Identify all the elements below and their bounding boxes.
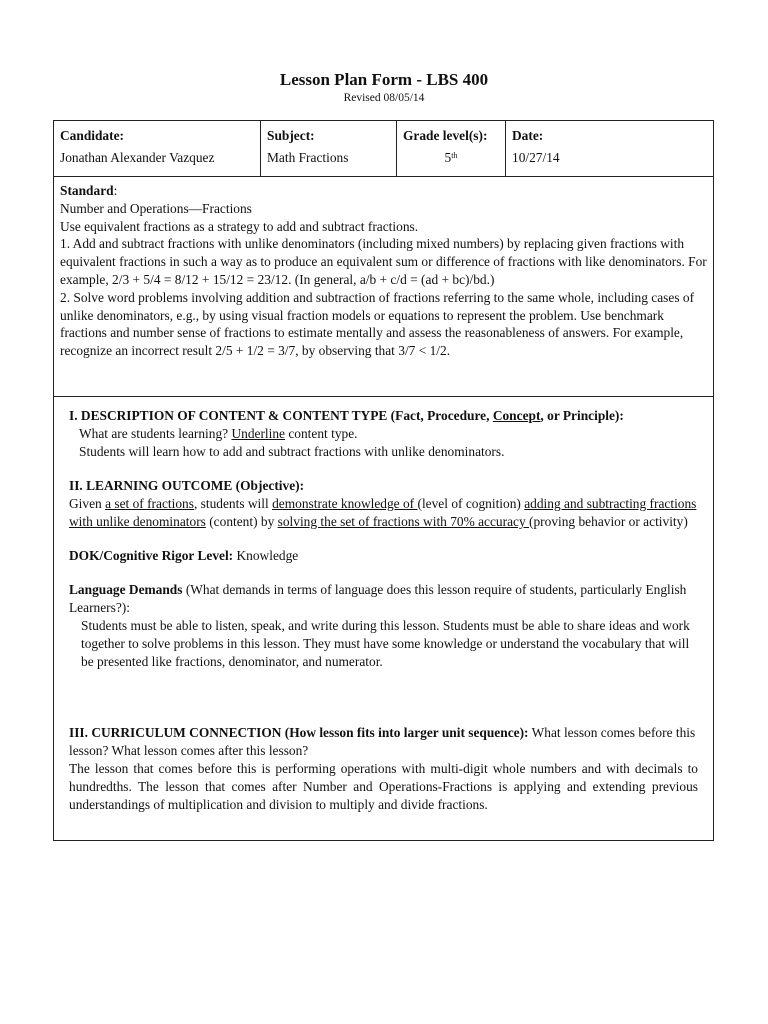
- candidate-label: Candidate:: [60, 128, 124, 143]
- standard-line1: Number and Operations—Fractions: [60, 200, 252, 216]
- section3-heading-line: [69, 724, 698, 760]
- subject-label: Subject:: [267, 128, 315, 143]
- date-cell: [506, 121, 713, 176]
- obj-u3: adding and subtracting fractions with unlike denominators: [69, 496, 697, 529]
- standard-item1: 1. Add and subtract fractions with unlike denominators (including mixed numbers) by replacing given fractions with equivalent fractions in such a way as to produce an equivalent sum or difference of fractions with like denominators. For example, 2/3 + 5/4 = 8/12 + 15/12 = 23/12. (In general, a/b + c/d = (ad + bc)/bd.): [60, 236, 707, 287]
- standard-colon: :: [113, 183, 118, 198]
- section1-heading: [69, 407, 698, 425]
- section1-heading-b: , or Principle):: [540, 408, 624, 423]
- standard-heading: [60, 182, 707, 200]
- obj-u1: a set of fractions: [105, 496, 194, 511]
- section3-heading: III. CURRICULUM CONNECTION (How lesson fits into larger unit sequence):: [69, 725, 529, 740]
- candidate-value: Jonathan Alexander Vazquez: [60, 150, 215, 165]
- revised-date: Revised 08/05/14: [343, 92, 425, 104]
- section1-question: [69, 425, 698, 443]
- section1-heading-a: I. DESCRIPTION OF CONTENT & CONTENT TYPE (Fact, Procedure,: [69, 408, 493, 423]
- grade-suffix: th: [451, 151, 458, 160]
- section3-question: What lesson comes before this lesson? What lesson comes after this lesson?: [69, 725, 696, 758]
- obj-t1: Given: [69, 496, 106, 511]
- standard-line2: Use equivalent fractions as a strategy to add and subtract fractions.: [60, 218, 419, 234]
- obj-t2: , students will: [193, 496, 273, 511]
- grade-value-wrap: [403, 149, 499, 167]
- section2-heading: II. LEARNING OUTCOME (Objective):: [69, 478, 305, 493]
- section1-q-a: What are students learning?: [79, 426, 232, 441]
- content-section: [53, 396, 714, 841]
- obj-t4: (content) by: [205, 514, 278, 529]
- subject-cell: [261, 121, 397, 176]
- standard-label: Standard: [60, 183, 114, 198]
- section2-objective: [69, 495, 698, 531]
- subject-value: Math Fractions: [267, 150, 349, 165]
- grade-cell: [397, 121, 506, 176]
- date-label: Date:: [512, 128, 544, 143]
- obj-t5: (proving behavior or activity): [529, 514, 688, 529]
- section3-answer: The lesson that comes before this is performing operations with multi-digit whole numbers and with decimals to hundredths. The lesson that comes after Number and Operations-Fractions is applying and extending previous understandings of multiplication and division to multiply and divide fractions.: [69, 761, 698, 812]
- obj-t3: (level of cognition): [417, 496, 525, 511]
- dok-label: DOK/Cognitive Rigor Level:: [69, 548, 234, 563]
- form-title: Lesson Plan Form - LBS 400: [279, 70, 489, 89]
- obj-u2: demonstrate knowledge of: [272, 496, 418, 511]
- candidate-cell: [54, 121, 261, 176]
- grade-value: 5: [444, 150, 452, 165]
- obj-u4: solving the set of fractions with 70% accuracy: [277, 514, 530, 529]
- grade-label: Grade level(s):: [403, 128, 488, 143]
- language-demands-q: (What demands in terms of language does this lesson require of students, particularly English Learners?):: [69, 582, 687, 615]
- section1-answer: Students will learn how to add and subtract fractions with unlike denominators.: [79, 444, 505, 459]
- language-demands-question: [69, 581, 698, 617]
- dok-value: Knowledge: [233, 548, 299, 563]
- section1-q-underline: Underline: [231, 426, 285, 441]
- language-demands-label: Language Demands: [69, 582, 183, 597]
- date-value: 10/27/14: [512, 150, 560, 165]
- header-table: [53, 120, 714, 177]
- standard-section: [53, 176, 714, 397]
- standard-item2: 2. Solve word problems involving addition and subtraction of fractions referring to the same whole, including cases of unlike denominators, e.g., by using visual fraction models or equations to represent the problem. Use benchmark fractions and number sense of fractions to estimate mentally and assess the reasonableness of answers. For example, recognize an incorrect result 2/5 + 1/2 = 3/7, by observing that 3/7 < 1/2.: [60, 289, 695, 359]
- dok-line: [69, 547, 698, 565]
- section1-q-b: content type.: [285, 426, 358, 441]
- section1-heading-concept: Concept: [492, 408, 541, 423]
- language-demands-answer: Students must be able to listen, speak, and write during this lesson. Students must be able to share ideas and work together to solve problems in this lesson. They must have some knowledge or understand the vocabulary that will be presented like fractions, denominator, and numerator.: [81, 618, 690, 669]
